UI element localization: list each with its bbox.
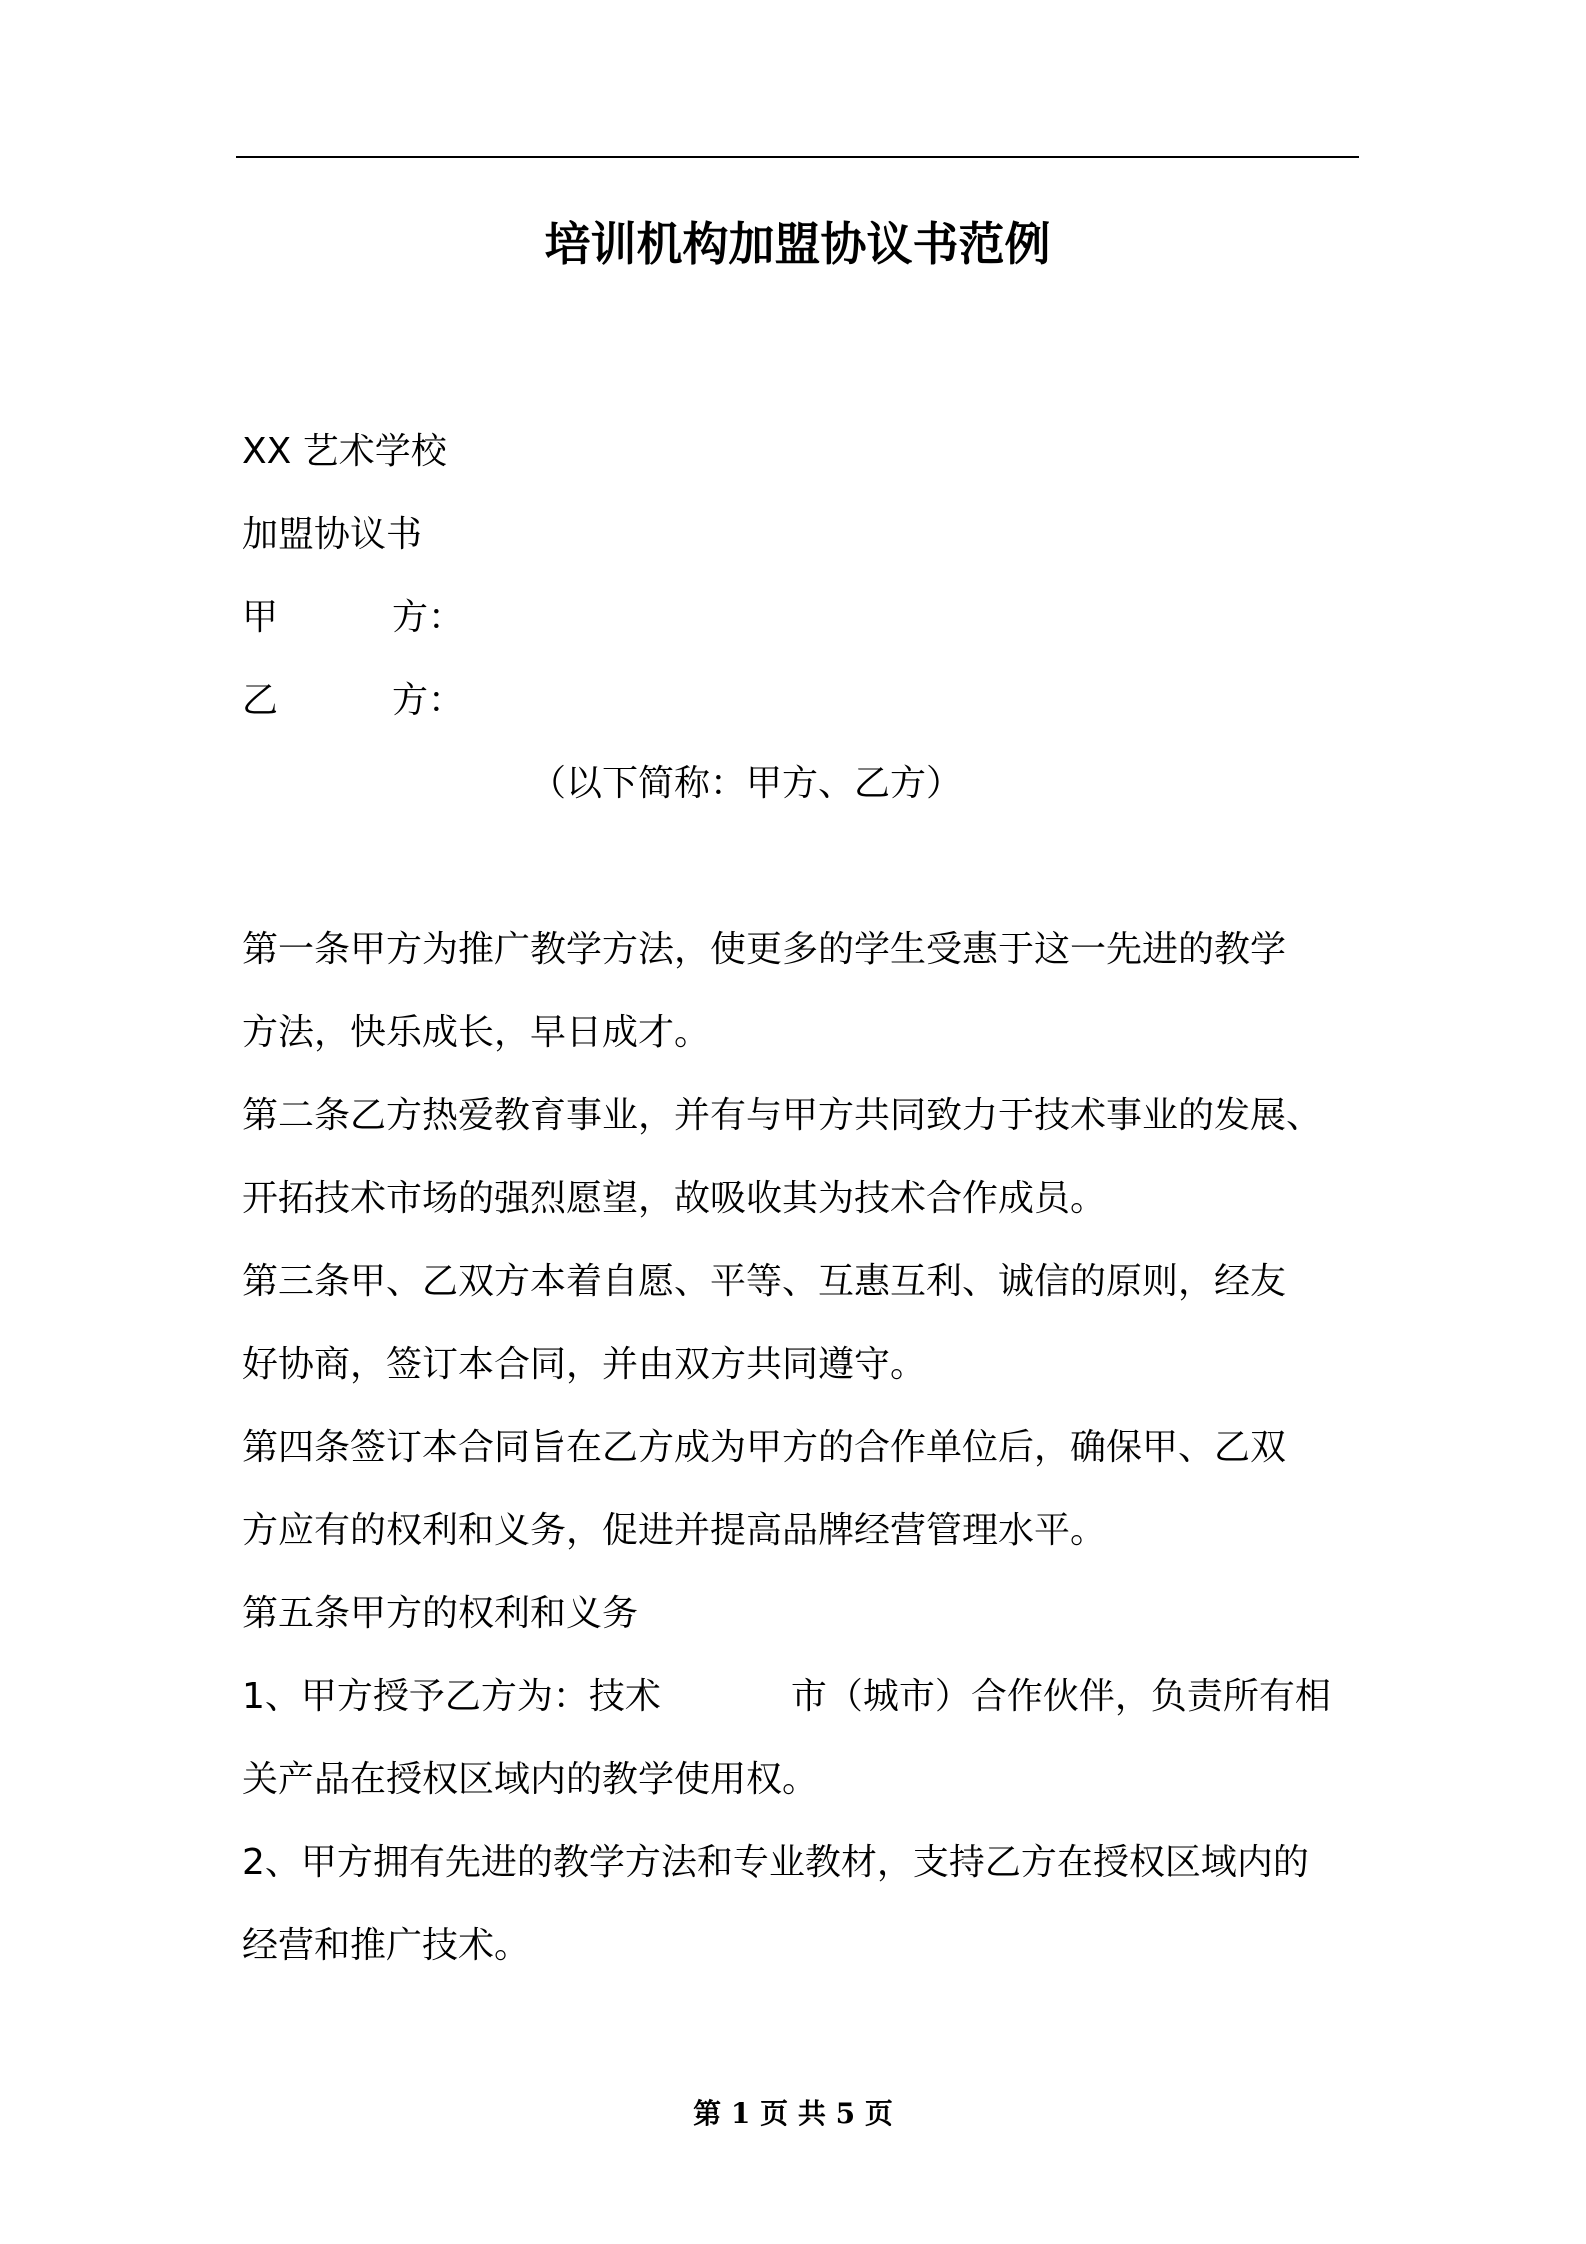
article-2 bbox=[242, 1074, 1362, 1157]
document-body bbox=[242, 410, 1362, 1987]
item-text: 市（城市）合作伙伴，负责所有相 bbox=[790, 1676, 1331, 1717]
party-b-line bbox=[242, 659, 1362, 742]
party-a-label: 甲 bbox=[242, 597, 279, 638]
party-a-line bbox=[242, 576, 1362, 659]
article-text: 甲、乙双方本着自愿、平等、互惠互利、诚信的原则，经友 bbox=[350, 1261, 1287, 1302]
article-4 bbox=[242, 1406, 1362, 1489]
party-b-suffix: 方： bbox=[392, 680, 465, 721]
item-1 bbox=[242, 1655, 1362, 1738]
item-2-continued: 经营和推广技术。 bbox=[242, 1925, 531, 1966]
article-text: 甲方的权利和义务 bbox=[350, 1593, 639, 1634]
party-b-label: 乙 bbox=[242, 680, 279, 721]
article-number: 第三条 bbox=[242, 1261, 351, 1302]
article-3 bbox=[242, 1240, 1362, 1323]
item-text: 1、甲方授予乙方为：技术 bbox=[242, 1676, 661, 1717]
article-3-continued: 好协商，签订本合同，并由双方共同遵守。 bbox=[242, 1344, 927, 1385]
article-1 bbox=[242, 908, 1362, 991]
school-name: XX 艺术学校 bbox=[242, 431, 447, 472]
document-title: 培训机构加盟协议书范例 bbox=[544, 217, 1051, 271]
item-2: 2、甲方拥有先进的教学方法和专业教材，支持乙方在授权区域内的 bbox=[242, 1842, 1309, 1883]
page-number: 第 1 页 共 5 页 bbox=[693, 2097, 893, 2130]
document-subtitle: 加盟协议书 bbox=[242, 514, 423, 555]
spacer bbox=[242, 825, 1362, 908]
article-text: 签订本合同旨在乙方成为甲方的合作单位后，确保甲、乙双 bbox=[350, 1427, 1287, 1468]
article-number: 第四条 bbox=[242, 1427, 351, 1468]
abbreviation-note: （以下简称：甲方、乙方） bbox=[529, 763, 962, 804]
article-4-continued: 方应有的权利和义务，促进并提高品牌经营管理水平。 bbox=[242, 1510, 1107, 1551]
article-5 bbox=[242, 1572, 1362, 1655]
article-text: 甲方为推广教学方法，使更多的学生受惠于这一先进的教学 bbox=[350, 929, 1287, 970]
article-number: 第一条 bbox=[242, 929, 351, 970]
header-rule bbox=[236, 156, 1359, 158]
article-2-continued: 开拓技术市场的强烈愿望，故吸收其为技术合作成员。 bbox=[242, 1178, 1107, 1219]
article-text: 乙方热爱教育事业，并有与甲方共同致力于技术事业的发展、 bbox=[350, 1095, 1323, 1136]
article-1-continued: 方法，快乐成长，早日成才。 bbox=[242, 1012, 711, 1053]
item-1-continued: 关产品在授权区域内的教学使用权。 bbox=[242, 1759, 819, 1800]
party-a-suffix: 方： bbox=[392, 597, 465, 638]
article-number: 第二条 bbox=[242, 1095, 351, 1136]
article-number: 第五条 bbox=[242, 1593, 351, 1634]
